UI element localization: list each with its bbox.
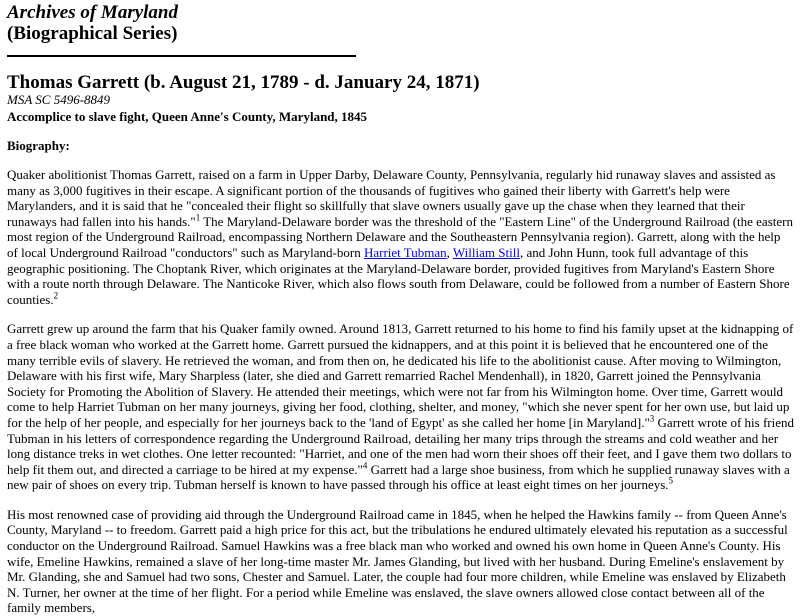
footnote-ref-4[interactable]: 4 xyxy=(362,460,368,471)
paragraph-text: Garrett wrote of his friend Tubman in his letters of correspondence regarding the Underground Railroad, detailing her many trips through the streams and cold weather and her long distance treks in wet clothes. One letter recounted: "Harriet, and one of the men had worn their shoes off their feet, and I gave them two dollars to help fit them out, and directed a carriage to be hired at my expense." xyxy=(7,414,794,477)
paragraph-1 xyxy=(7,167,794,307)
page xyxy=(0,2,800,616)
series-title: Archives of Maryland xyxy=(7,2,178,23)
paragraph-text: The Maryland-Delaware border was the threshold of the "Eastern Line" of the Underground Railroad (the eastern most region of the Underground Railroad, encompassing Northern Delaware and the Southeastern Pennsylvania region). Garrett, along with the help of local Underground Railroad "conductors" such as Maryland-born xyxy=(7,213,793,260)
paragraph-text: , xyxy=(446,244,453,260)
subject-description: Accomplice to slave fight, Queen Anne's County, Maryland, 1845 xyxy=(7,109,368,124)
horizontal-rule xyxy=(7,55,356,57)
paragraph-text: Garrett had a large shoe business, from which he supplied runaway slaves with a new pair of shoes on every trip. Tubman herself is known to have passed through his office at least eight times on her journeys. xyxy=(7,461,790,493)
paragraph-text: Quaker abolitionist Thomas Garrett, raised on a farm in Upper Darby, Delaware County, Pennsylvania, regularly hid runaway slaves and assisted as many as 3,000 fugitives in their escape. A significant portion of the thousands of fugitives who gained their liberty with Garrett's help were Marylanders, and it is said that he "concealed their flight so skillfully that slave owners usually gave up the chase when they learned that their runaways had fallen into his hands." xyxy=(7,167,776,229)
paragraph-2 xyxy=(7,321,794,493)
footnote-ref-2[interactable]: 2 xyxy=(53,290,59,301)
paragraph-text: Garrett grew up around the farm that his Quaker family owned. Around 1813, Garrett returned to his home to find his family upset at the kidnapping of a free black woman who worked at the Garrett home. Garrett pursued the kidnappers, and at this point it is believed that he encountered one of the many terrible evils of slavery. He retrieved the woman, and from then on, he dedicated his life to the abolitionist cause. After moving to Wilmington, Delaware with his first wife, Mary Sharpless (later, she died and Garrett remarried Rachel Mendenhall), in 1820, Garrett joined the Pennsylvania Society for Promoting the Abolition of Slavery. He attended their meetings, which were not far from his Wilmington home. Over time, Garrett would come to help Harriet Tubman on her many journeys, giving her food, clothing, shelter, and money, "which she never spent for her own use, but laid up for the help of her people, and especially for her journeys back to the 'land of Egypt' as she called her home [in Maryland]." xyxy=(7,321,794,430)
paragraph-text: His most renowned case of providing aid through the Underground Railroad came in 1845, when he helped the Hawkins family -- from Queen Anne's County, Maryland -- to freedom. Garrett paid a high price for this act, but the tribulations he endured ultimately elevated his reputation as a successful conductor on the Underground Railroad. Samuel Hawkins was a free black man who worked and owned his own home in Queen Anne's County. His wife, Emeline Hawkins, remained a slave of her long-time master Mr. James Glanding, but lived with her husband. During Emeline's enslavement by Mr. Glanding, she and Samuel had two sons, Chester and Samuel. Later, the couple had four more children, while Emeline was enslaved by Elizabeth N. Turner, her owner at the time of her flight. For a period while Emeline was enslaved, the slave owners allowed close contact between all of the family members, xyxy=(7,506,788,616)
william-still-link[interactable]: William Still xyxy=(452,244,520,260)
footnote-ref-5[interactable]: 5 xyxy=(668,475,674,486)
series-subtitle: (Biographical Series) xyxy=(7,23,178,44)
footnote-ref-1[interactable]: 1 xyxy=(195,212,201,223)
subject-name: Thomas Garrett (b. August 21, 1789 - d. January 24, 1871) xyxy=(7,72,480,93)
msa-id: MSA SC 5496-8849 xyxy=(7,92,111,107)
paragraph-3 xyxy=(7,507,794,616)
biography-heading: Biography: xyxy=(7,138,70,153)
paragraph-text: , and John Hunn, took full advantage of this geographic positioning. The Choptank River, which originates at the Maryland-Delaware border, provided fugitives from Maryland's Eastern Shore with a route north through Delaware. The Nanticoke River, which also flows south from Delaware, could be followed from a number of Eastern Shore counties. xyxy=(7,244,790,307)
harriet-tubman-link[interactable]: Harriet Tubman xyxy=(363,244,447,260)
footnote-ref-3[interactable]: 3 xyxy=(649,413,655,424)
